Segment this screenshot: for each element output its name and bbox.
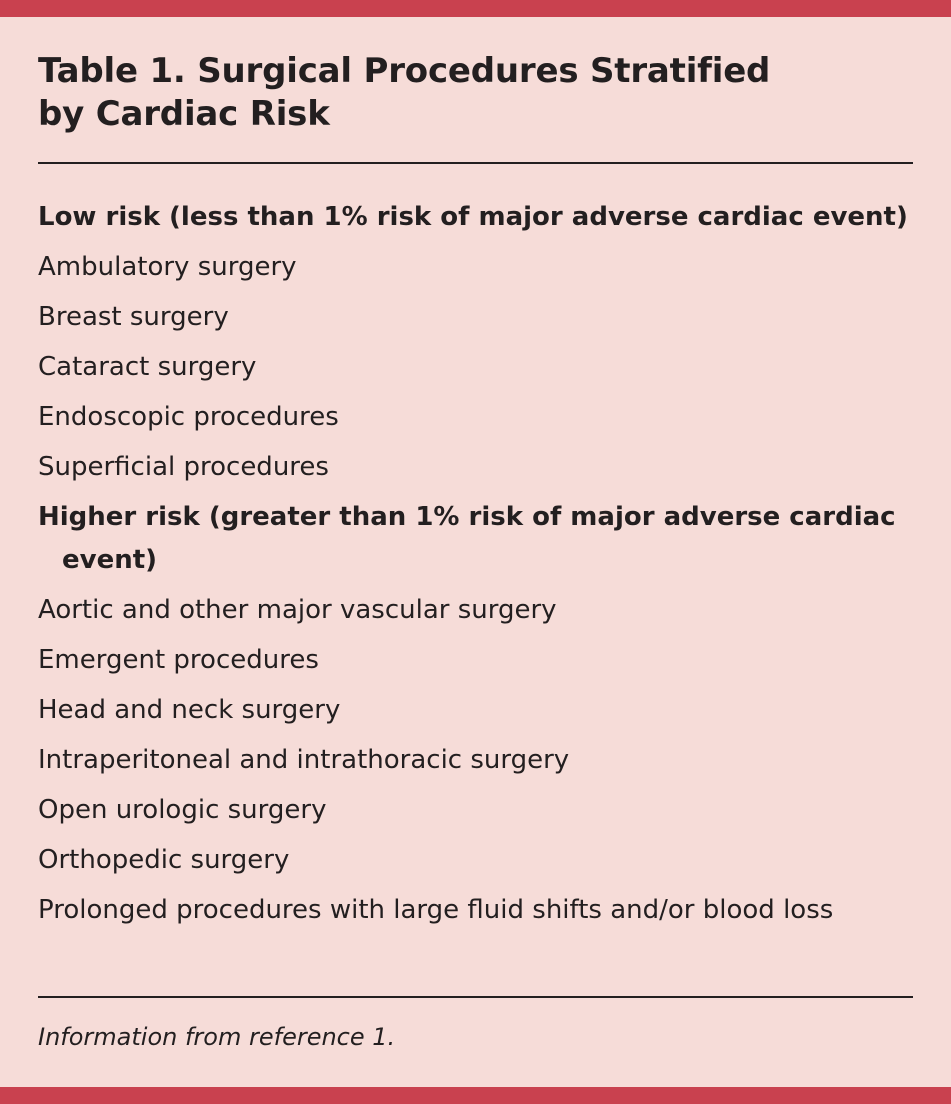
bottom-accent-bar xyxy=(0,1087,951,1104)
table-row: Open urologic surgery xyxy=(38,795,327,825)
table-row: Orthopedic surgery xyxy=(38,845,290,875)
bottom-rule xyxy=(38,996,913,998)
table-row: Breast surgery xyxy=(38,302,229,332)
table-row: Cataract surgery xyxy=(38,352,257,382)
table-body xyxy=(38,196,918,939)
table-title-line-2: by Cardiac Risk xyxy=(38,94,330,134)
table-row: Prolonged procedures with large fluid shifts and/or blood loss xyxy=(38,895,834,925)
top-accent-bar xyxy=(0,0,951,17)
section-heading-higher-risk: Higher risk (greater than 1% risk of major adverse cardiac event) xyxy=(38,502,896,575)
top-rule xyxy=(38,162,913,164)
source-footnote: Information from reference 1. xyxy=(38,1023,396,1051)
table-row: Aortic and other major vascular surgery xyxy=(38,595,557,625)
table-row: Head and neck surgery xyxy=(38,695,341,725)
table-row: Ambulatory surgery xyxy=(38,252,297,282)
table-row: Superficial procedures xyxy=(38,452,329,482)
table-row: Emergent procedures xyxy=(38,645,319,675)
table-row: Endoscopic procedures xyxy=(38,402,339,432)
table-row: Intraperitoneal and intrathoracic surgery xyxy=(38,745,570,775)
table-title-line-1: Table 1. Surgical Procedures Stratified xyxy=(38,51,771,91)
table-title xyxy=(38,50,838,136)
section-heading-low-risk: Low risk (less than 1% risk of major adverse cardiac event) xyxy=(38,202,908,232)
